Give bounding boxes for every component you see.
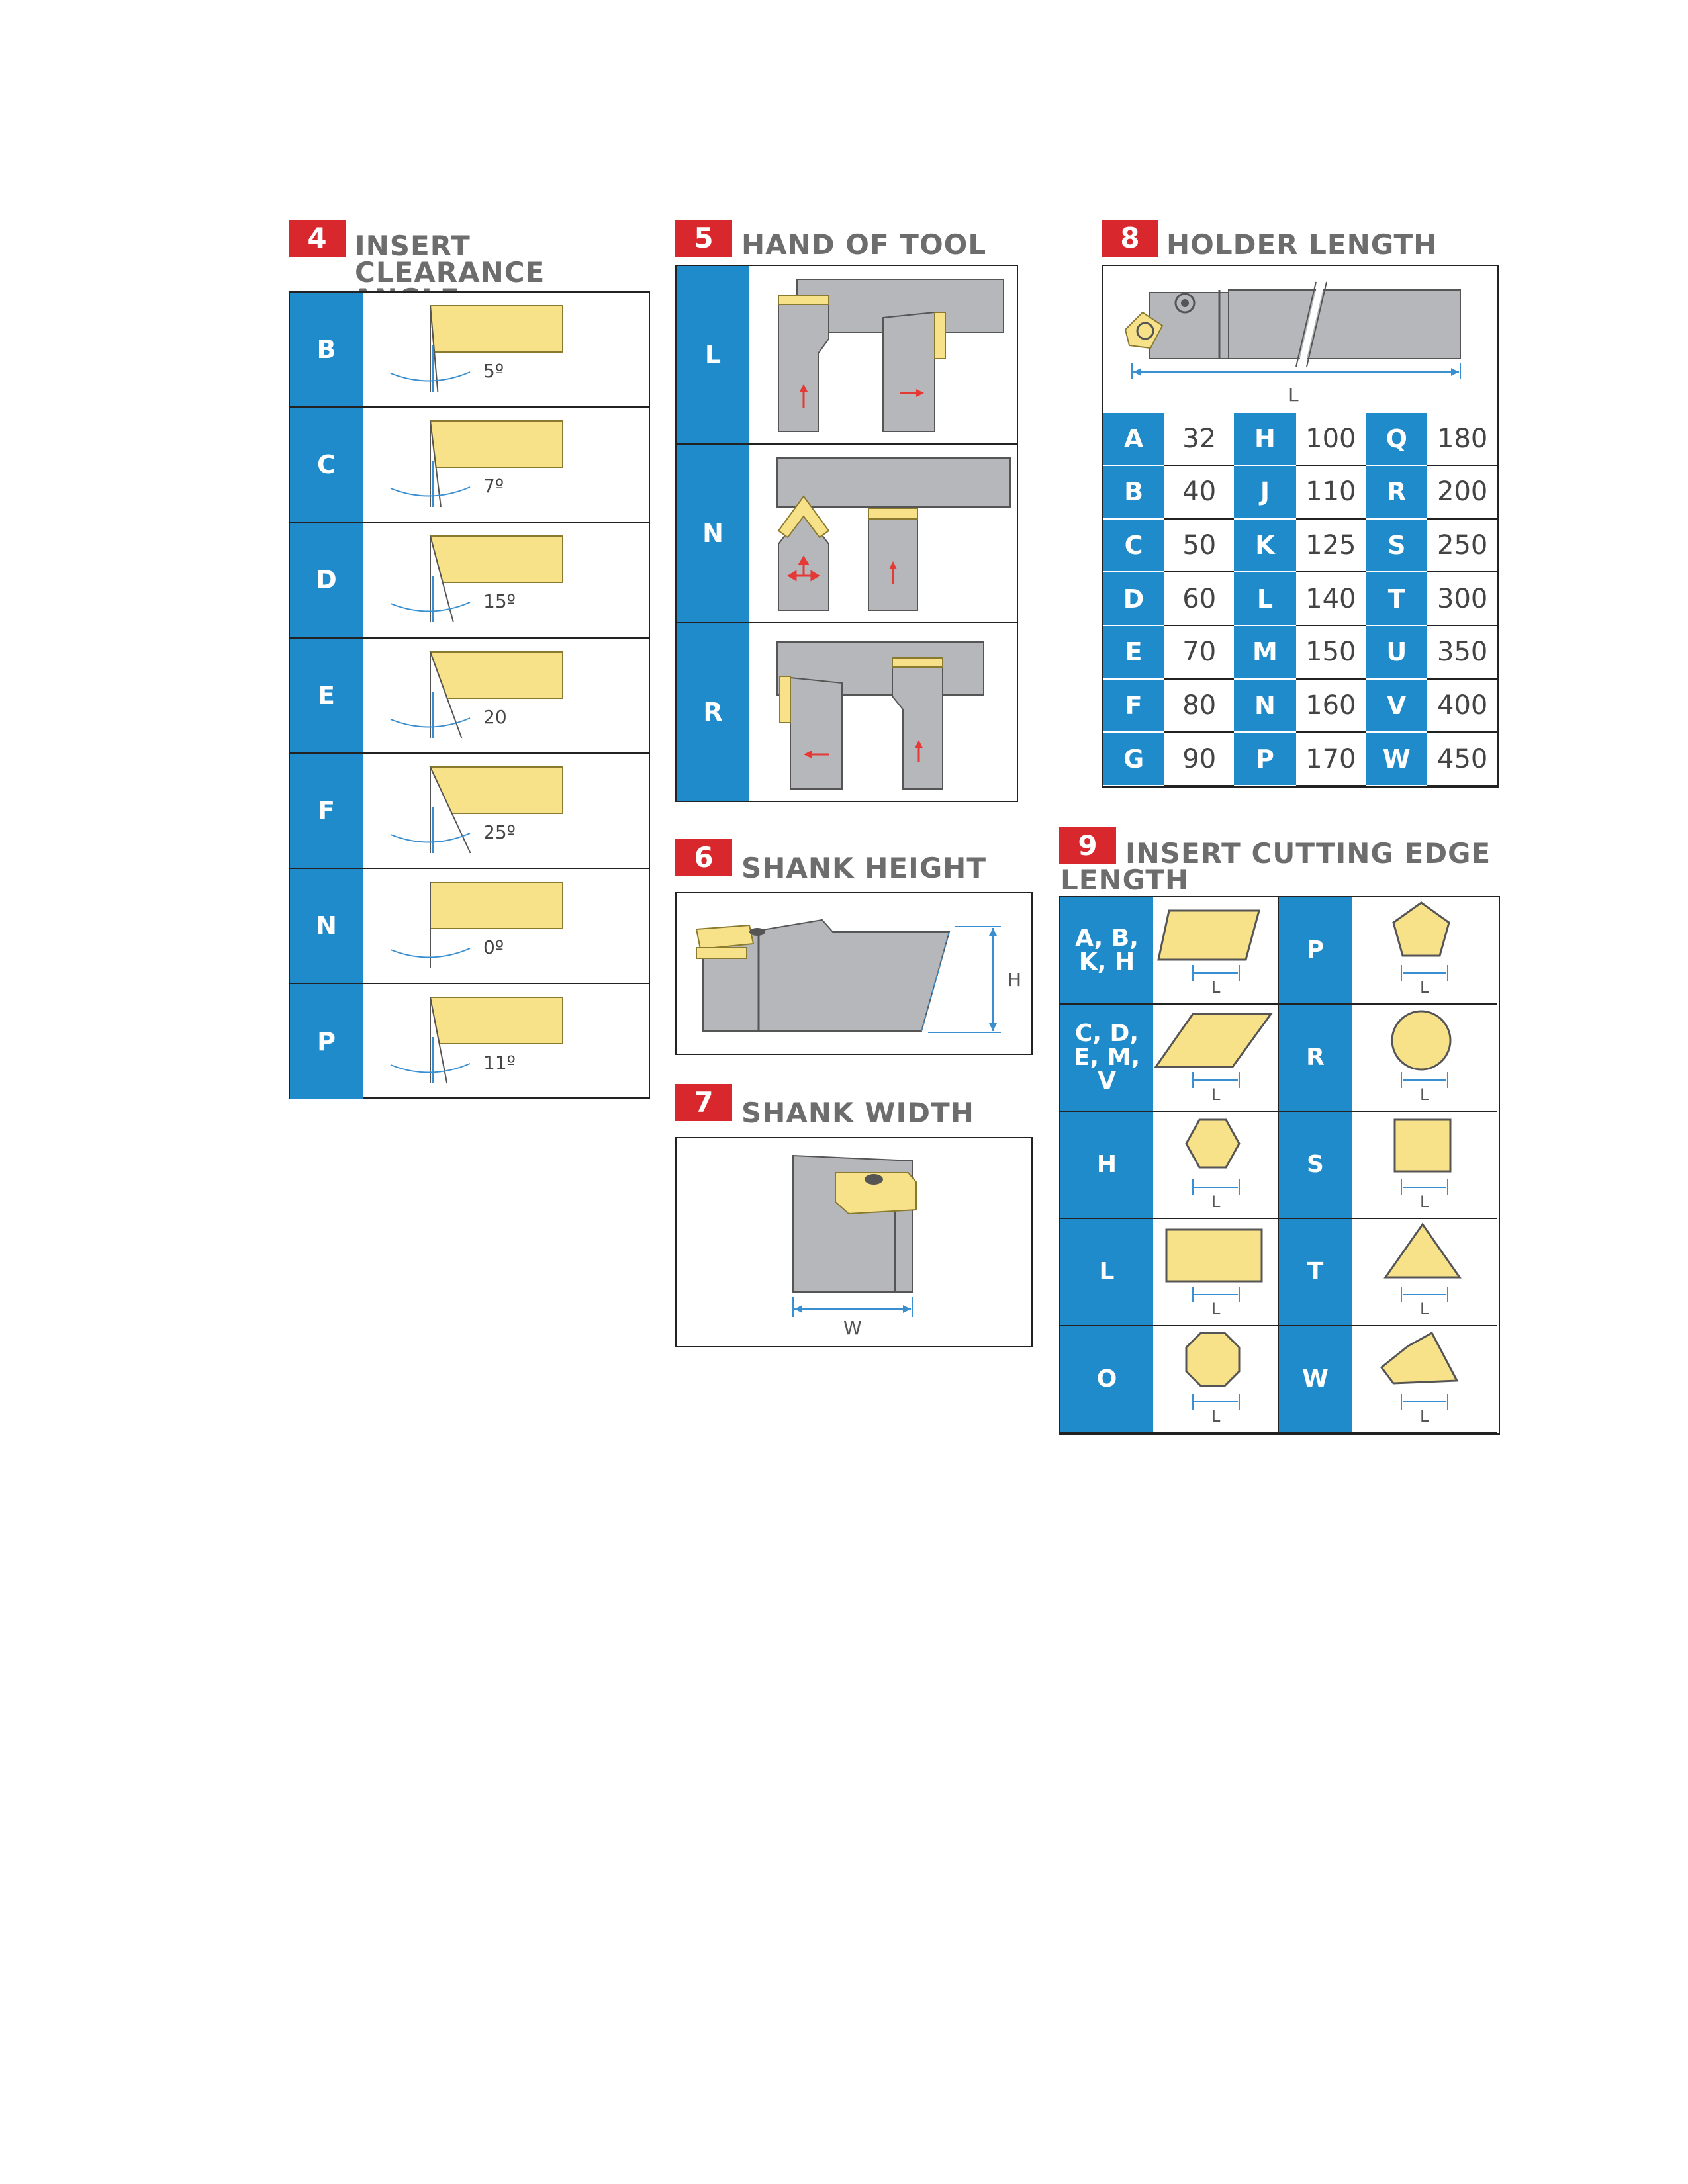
section-insert-cutting-edge-length xyxy=(1059,827,1500,1436)
holder-length-value: 160 xyxy=(1296,679,1366,733)
holder-length-row xyxy=(1103,519,1497,572)
holder-length-code: Q xyxy=(1366,413,1427,465)
clearance-row-n xyxy=(290,869,649,984)
hand-row-l xyxy=(677,266,1017,445)
hand-row-n xyxy=(677,445,1017,623)
clearance-angle-diagram xyxy=(364,293,642,405)
holder-length-value: 90 xyxy=(1164,732,1234,786)
clearance-row-d xyxy=(290,523,649,638)
section-number-badge: 9 xyxy=(1059,827,1116,864)
left-hand-tool-diagram xyxy=(751,266,1015,442)
edge-length-code-line: A, B, xyxy=(1075,925,1139,952)
holder-length-value: 32 xyxy=(1164,413,1234,465)
edge-length-code xyxy=(1060,897,1153,1005)
holder-length-row xyxy=(1103,413,1497,465)
hand-of-tool-table xyxy=(675,265,1018,802)
holder-length-value: 180 xyxy=(1427,413,1497,465)
trigon-icon xyxy=(1362,1328,1487,1431)
section-title-line2: LENGTH xyxy=(1060,864,1190,896)
section-title-line1: INSERT CUTTING EDGE xyxy=(1125,837,1491,870)
edge-length-dim-label: L xyxy=(1420,1407,1429,1426)
section-title: HAND OF TOOL xyxy=(741,228,987,261)
holder-length-value: 200 xyxy=(1427,465,1497,519)
edge-length-dim-label: L xyxy=(1211,978,1221,997)
clearance-angle-diagram xyxy=(364,869,642,981)
edge-length-shape-cell xyxy=(1352,1005,1497,1112)
section-holder-length xyxy=(1102,220,1499,789)
edge-length-code-line: L xyxy=(1099,1258,1115,1285)
hand-code: N xyxy=(677,445,749,622)
clearance-angle-diagram xyxy=(364,639,642,751)
holder-length-value: 250 xyxy=(1427,519,1497,572)
holder-length-row xyxy=(1103,732,1497,786)
holder-length-row xyxy=(1103,572,1497,625)
clearance-row-p xyxy=(290,984,649,1099)
clearance-row-f xyxy=(290,754,649,869)
section-title: SHANK HEIGHT xyxy=(741,852,986,884)
holder-length-code: F xyxy=(1103,679,1164,733)
clearance-angle-table xyxy=(289,291,650,1099)
clearance-row-e xyxy=(290,639,649,754)
edge-length-code-line: E, M, xyxy=(1073,1044,1141,1071)
edge-length-shape-cell xyxy=(1153,1219,1279,1326)
hexagon-icon xyxy=(1153,1113,1279,1216)
shank-width-diagram xyxy=(677,1138,1031,1346)
edge-length-dim-label: L xyxy=(1420,1193,1429,1211)
hand-code: R xyxy=(677,623,749,801)
clearance-code: E xyxy=(290,639,363,752)
edge-length-code-line: P xyxy=(1306,936,1325,964)
holder-length-value: 100 xyxy=(1296,413,1366,465)
holder-length-code: M xyxy=(1234,625,1295,679)
octagon-icon xyxy=(1153,1328,1279,1431)
shank-height-diagram-box xyxy=(675,892,1033,1055)
holder-length-table xyxy=(1102,413,1499,788)
rhombus-55-icon xyxy=(1153,1006,1279,1109)
edge-length-dim-label: L xyxy=(1211,1085,1221,1104)
right-hand-tool-diagram xyxy=(751,623,1015,799)
clearance-code: C xyxy=(290,408,363,522)
pentagon-icon xyxy=(1362,899,1487,1002)
holder-length-code: S xyxy=(1366,519,1427,572)
edge-length-code-line: O xyxy=(1096,1365,1117,1392)
column-divider xyxy=(1278,897,1279,1433)
edge-length-code xyxy=(1279,1326,1352,1433)
section-number-badge: 5 xyxy=(675,220,732,257)
shank-width-diagram-box xyxy=(675,1137,1033,1347)
holder-length-code: P xyxy=(1234,732,1295,786)
holder-length-code: W xyxy=(1366,732,1427,786)
edge-length-code-line: C, D, xyxy=(1074,1020,1139,1047)
holder-length-code: L xyxy=(1234,572,1295,625)
section-insert-clearance-angle xyxy=(289,220,650,1100)
section-title: HOLDER LENGTH xyxy=(1166,228,1438,261)
edge-length-shape-cell xyxy=(1352,897,1497,1005)
clearance-angle-diagram xyxy=(364,754,642,866)
section-number-badge: 8 xyxy=(1102,220,1158,257)
triangle-icon xyxy=(1362,1220,1487,1324)
holder-length-value: 80 xyxy=(1164,679,1234,733)
holder-length-diagram xyxy=(1103,266,1497,413)
holder-length-value: 350 xyxy=(1427,625,1497,679)
holder-length-code: G xyxy=(1103,732,1164,786)
clearance-angle-label: 20 xyxy=(483,705,507,728)
holder-length-value: 170 xyxy=(1296,732,1366,786)
edge-length-shape-cell xyxy=(1352,1112,1497,1219)
clearance-angle-label: 5º xyxy=(483,360,504,382)
edge-length-code xyxy=(1060,1326,1153,1433)
edge-length-dim-label: L xyxy=(1211,1300,1221,1318)
edge-length-shape-cell xyxy=(1352,1326,1497,1433)
holder-length-row xyxy=(1103,679,1497,733)
holder-length-code: C xyxy=(1103,519,1164,572)
holder-length-code: A xyxy=(1103,413,1164,465)
holder-length-value: 60 xyxy=(1164,572,1234,625)
edge-length-shape-cell xyxy=(1153,1112,1279,1219)
edge-length-code xyxy=(1060,1112,1153,1219)
clearance-row-c xyxy=(290,408,649,523)
square-icon xyxy=(1362,1113,1487,1216)
holder-length-diagram-box xyxy=(1102,265,1499,414)
edge-length-code-line: R xyxy=(1306,1044,1325,1071)
holder-length-row xyxy=(1103,465,1497,519)
section-number-badge: 7 xyxy=(675,1084,732,1121)
clearance-angle-label: 25º xyxy=(483,821,516,843)
edge-length-dim-label: L xyxy=(1420,1085,1429,1104)
neutral-tool-diagram xyxy=(751,445,1015,621)
edge-length-code xyxy=(1279,897,1352,1005)
edge-length-code-line: H xyxy=(1096,1151,1117,1178)
clearance-code: N xyxy=(290,869,363,983)
holder-length-value: 70 xyxy=(1164,625,1234,679)
clearance-angle-diagram xyxy=(364,984,642,1097)
length-dim-label: L xyxy=(1288,384,1299,406)
holder-length-value: 150 xyxy=(1296,625,1366,679)
holder-length-code: U xyxy=(1366,625,1427,679)
hand-row-r xyxy=(677,623,1017,801)
holder-length-value: 300 xyxy=(1427,572,1497,625)
edge-length-dim-label: L xyxy=(1211,1407,1221,1426)
edge-length-shape-cell xyxy=(1153,1326,1279,1433)
clearance-code: D xyxy=(290,523,363,637)
holder-length-value: 50 xyxy=(1164,519,1234,572)
shank-height-diagram xyxy=(677,893,1031,1054)
holder-length-value: 400 xyxy=(1427,679,1497,733)
edge-length-code xyxy=(1279,1005,1352,1112)
edge-length-code-line: W xyxy=(1302,1365,1329,1392)
clearance-code: P xyxy=(290,984,363,1099)
edge-length-code-line: K, H xyxy=(1078,948,1135,976)
clearance-angle-label: 7º xyxy=(483,475,504,498)
clearance-angle-diagram xyxy=(364,523,642,635)
holder-length-code: R xyxy=(1366,465,1427,519)
edge-length-dim-label: L xyxy=(1211,1193,1221,1211)
section-number-badge: 6 xyxy=(675,839,732,876)
edge-length-code xyxy=(1060,1005,1153,1112)
height-dim-label: H xyxy=(1008,969,1022,991)
edge-length-dim-label: L xyxy=(1420,1300,1429,1318)
section-hand-of-tool xyxy=(675,220,1019,802)
cutting-edge-table xyxy=(1059,896,1500,1435)
holder-length-code: E xyxy=(1103,625,1164,679)
holder-length-code: H xyxy=(1234,413,1295,465)
clearance-code: B xyxy=(290,293,363,406)
edge-length-code-line: S xyxy=(1307,1151,1324,1178)
holder-length-code: K xyxy=(1234,519,1295,572)
edge-length-code xyxy=(1279,1219,1352,1326)
rhombus-80-icon xyxy=(1153,899,1279,1002)
edge-length-code-line: T xyxy=(1307,1258,1324,1285)
clearance-code: F xyxy=(290,754,363,868)
clearance-angle-label: 0º xyxy=(483,936,504,958)
edge-length-code xyxy=(1279,1112,1352,1219)
edge-length-code-line: V xyxy=(1098,1068,1116,1095)
clearance-angle-diagram xyxy=(364,408,642,520)
edge-length-shape-cell xyxy=(1153,1005,1279,1112)
section-title xyxy=(1059,837,1500,896)
holder-length-value: 40 xyxy=(1164,465,1234,519)
holder-length-code: B xyxy=(1103,465,1164,519)
section-shank-width xyxy=(675,1084,1033,1349)
section-shank-height xyxy=(675,839,1033,1058)
holder-length-value: 140 xyxy=(1296,572,1366,625)
width-dim-label: W xyxy=(843,1317,862,1339)
edge-length-dim-label: L xyxy=(1420,978,1429,997)
clearance-angle-label: 15º xyxy=(483,590,516,613)
holder-length-code: J xyxy=(1234,465,1295,519)
holder-length-value: 110 xyxy=(1296,465,1366,519)
rectangle-icon xyxy=(1153,1220,1279,1324)
round-icon xyxy=(1362,1006,1487,1109)
holder-length-code: V xyxy=(1366,679,1427,733)
holder-length-code: T xyxy=(1366,572,1427,625)
edge-length-shape-cell xyxy=(1153,897,1279,1005)
holder-length-value: 125 xyxy=(1296,519,1366,572)
section-title-line1: INSERT CLEARANCE xyxy=(355,230,545,289)
edge-length-shape-cell xyxy=(1352,1219,1497,1326)
edge-length-code xyxy=(1060,1219,1153,1326)
clearance-row-b xyxy=(290,293,649,408)
hand-code: L xyxy=(677,266,749,443)
clearance-angle-label: 11º xyxy=(483,1052,516,1074)
section-number-badge: 4 xyxy=(289,220,346,257)
holder-length-row xyxy=(1103,625,1497,679)
section-title: SHANK WIDTH xyxy=(741,1097,974,1129)
holder-length-code: D xyxy=(1103,572,1164,625)
holder-length-code: N xyxy=(1234,679,1295,733)
holder-length-value: 450 xyxy=(1427,732,1497,786)
